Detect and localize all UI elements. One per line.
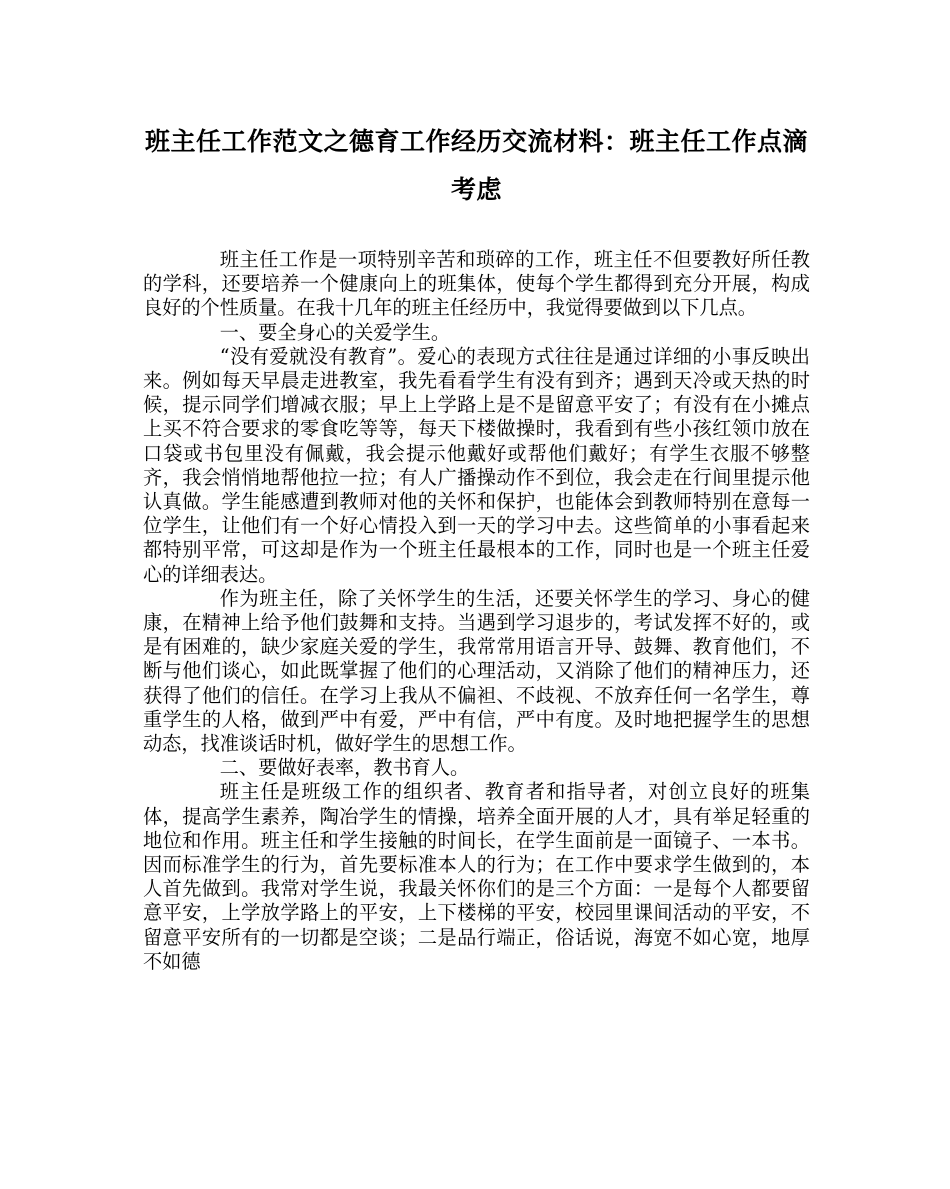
paragraph-intro: 班主任工作是一项特别辛苦和琐碎的工作，班主任不但要教好所任教的学科，还要培养一个健康向上的班集体，使每个学生都得到充分开展，构成良好的个性质量。在我十几年的班主任经历中，我觉得要做到以下几点。: [143, 248, 810, 320]
section-heading-2: 二、要做好表率，教书育人。: [219, 756, 470, 780]
paragraph-role-model: 班主任是班级工作的组织者、教育者和指导者，对创立良好的班集体，提高学生素养，陶冶学生的情操，培养全面开展的人才，具有举足轻重的地位和作用。班主任和学生接触的时间长，在学生面前是一面镜子、一本书。因而标准学生的行为，首先要标准本人的行为；在工作中要求学生做到的，本人首先做到。我常对学生说，我最关怀你们的是三个方面：一是每个人都要留意平安，上学放学路上的平安，上下楼梯的平安，校园里课间活动的平安，不留意平安所有的一切都是空谈；二是品行端正，俗话说，海宽不如心宽，地厚不如德: [143, 780, 810, 973]
document-page: [143, 118, 810, 974]
paragraph-care: 作为班主任，除了关怀学生的生活，还要关怀学生的学习、身心的健康，在精神上给予他们鼓舞和支持。当遇到学习退步的，考试发挥不好的，或是有困难的，缺少家庭关爱的学生，我常常用语言开导、鼓舞、教育他们，不断与他们谈心，如此既掌握了他们的心理活动，又消除了他们的精神压力，还获得了他们的信任。在学习上我从不偏袒、不歧视、不放弃任何一名学生，尊重学生的人格，做到严中有爱，严中有信，严中有度。及时地把握学生的思想动态，找准谈话时机，做好学生的思想工作。: [143, 586, 810, 756]
section-heading-1: 一、要全身心的关爱学生。: [219, 320, 451, 344]
document-title: 班主任工作范文之德育工作经历交流材料：班主任工作点滴考虑: [144, 127, 808, 204]
document-body: [143, 248, 810, 974]
paragraph-love: “没有爱就没有教育”。爱心的表现方式往往是通过详细的小事反映出来。例如每天早晨走进教室，我先看看学生有没有到齐；遇到天冷或天热的时候，提示同学们增减衣服；早上上学路上是不是留意平安了；有没有在小摊点上买不符合要求的零食吃等等，每天下楼做操时，我看到有些小孩红领巾放在口袋或书包里没有佩戴，我会提示他戴好或帮他们戴好；有学生衣服不够整齐，我会悄悄地帮他拉一拉；有人广播操动作不到位，我会走在行间里提示他认真做。学生能感遭到教师对他的关怀和保护，也能体会到教师特别在意每一位学生，让他们有一个好心情投入到一天的学习中去。这些简单的小事看起来都特别平常，可这却是作为一个班主任最根本的工作，同时也是一个班主任爱心的详细表达。: [143, 344, 810, 586]
